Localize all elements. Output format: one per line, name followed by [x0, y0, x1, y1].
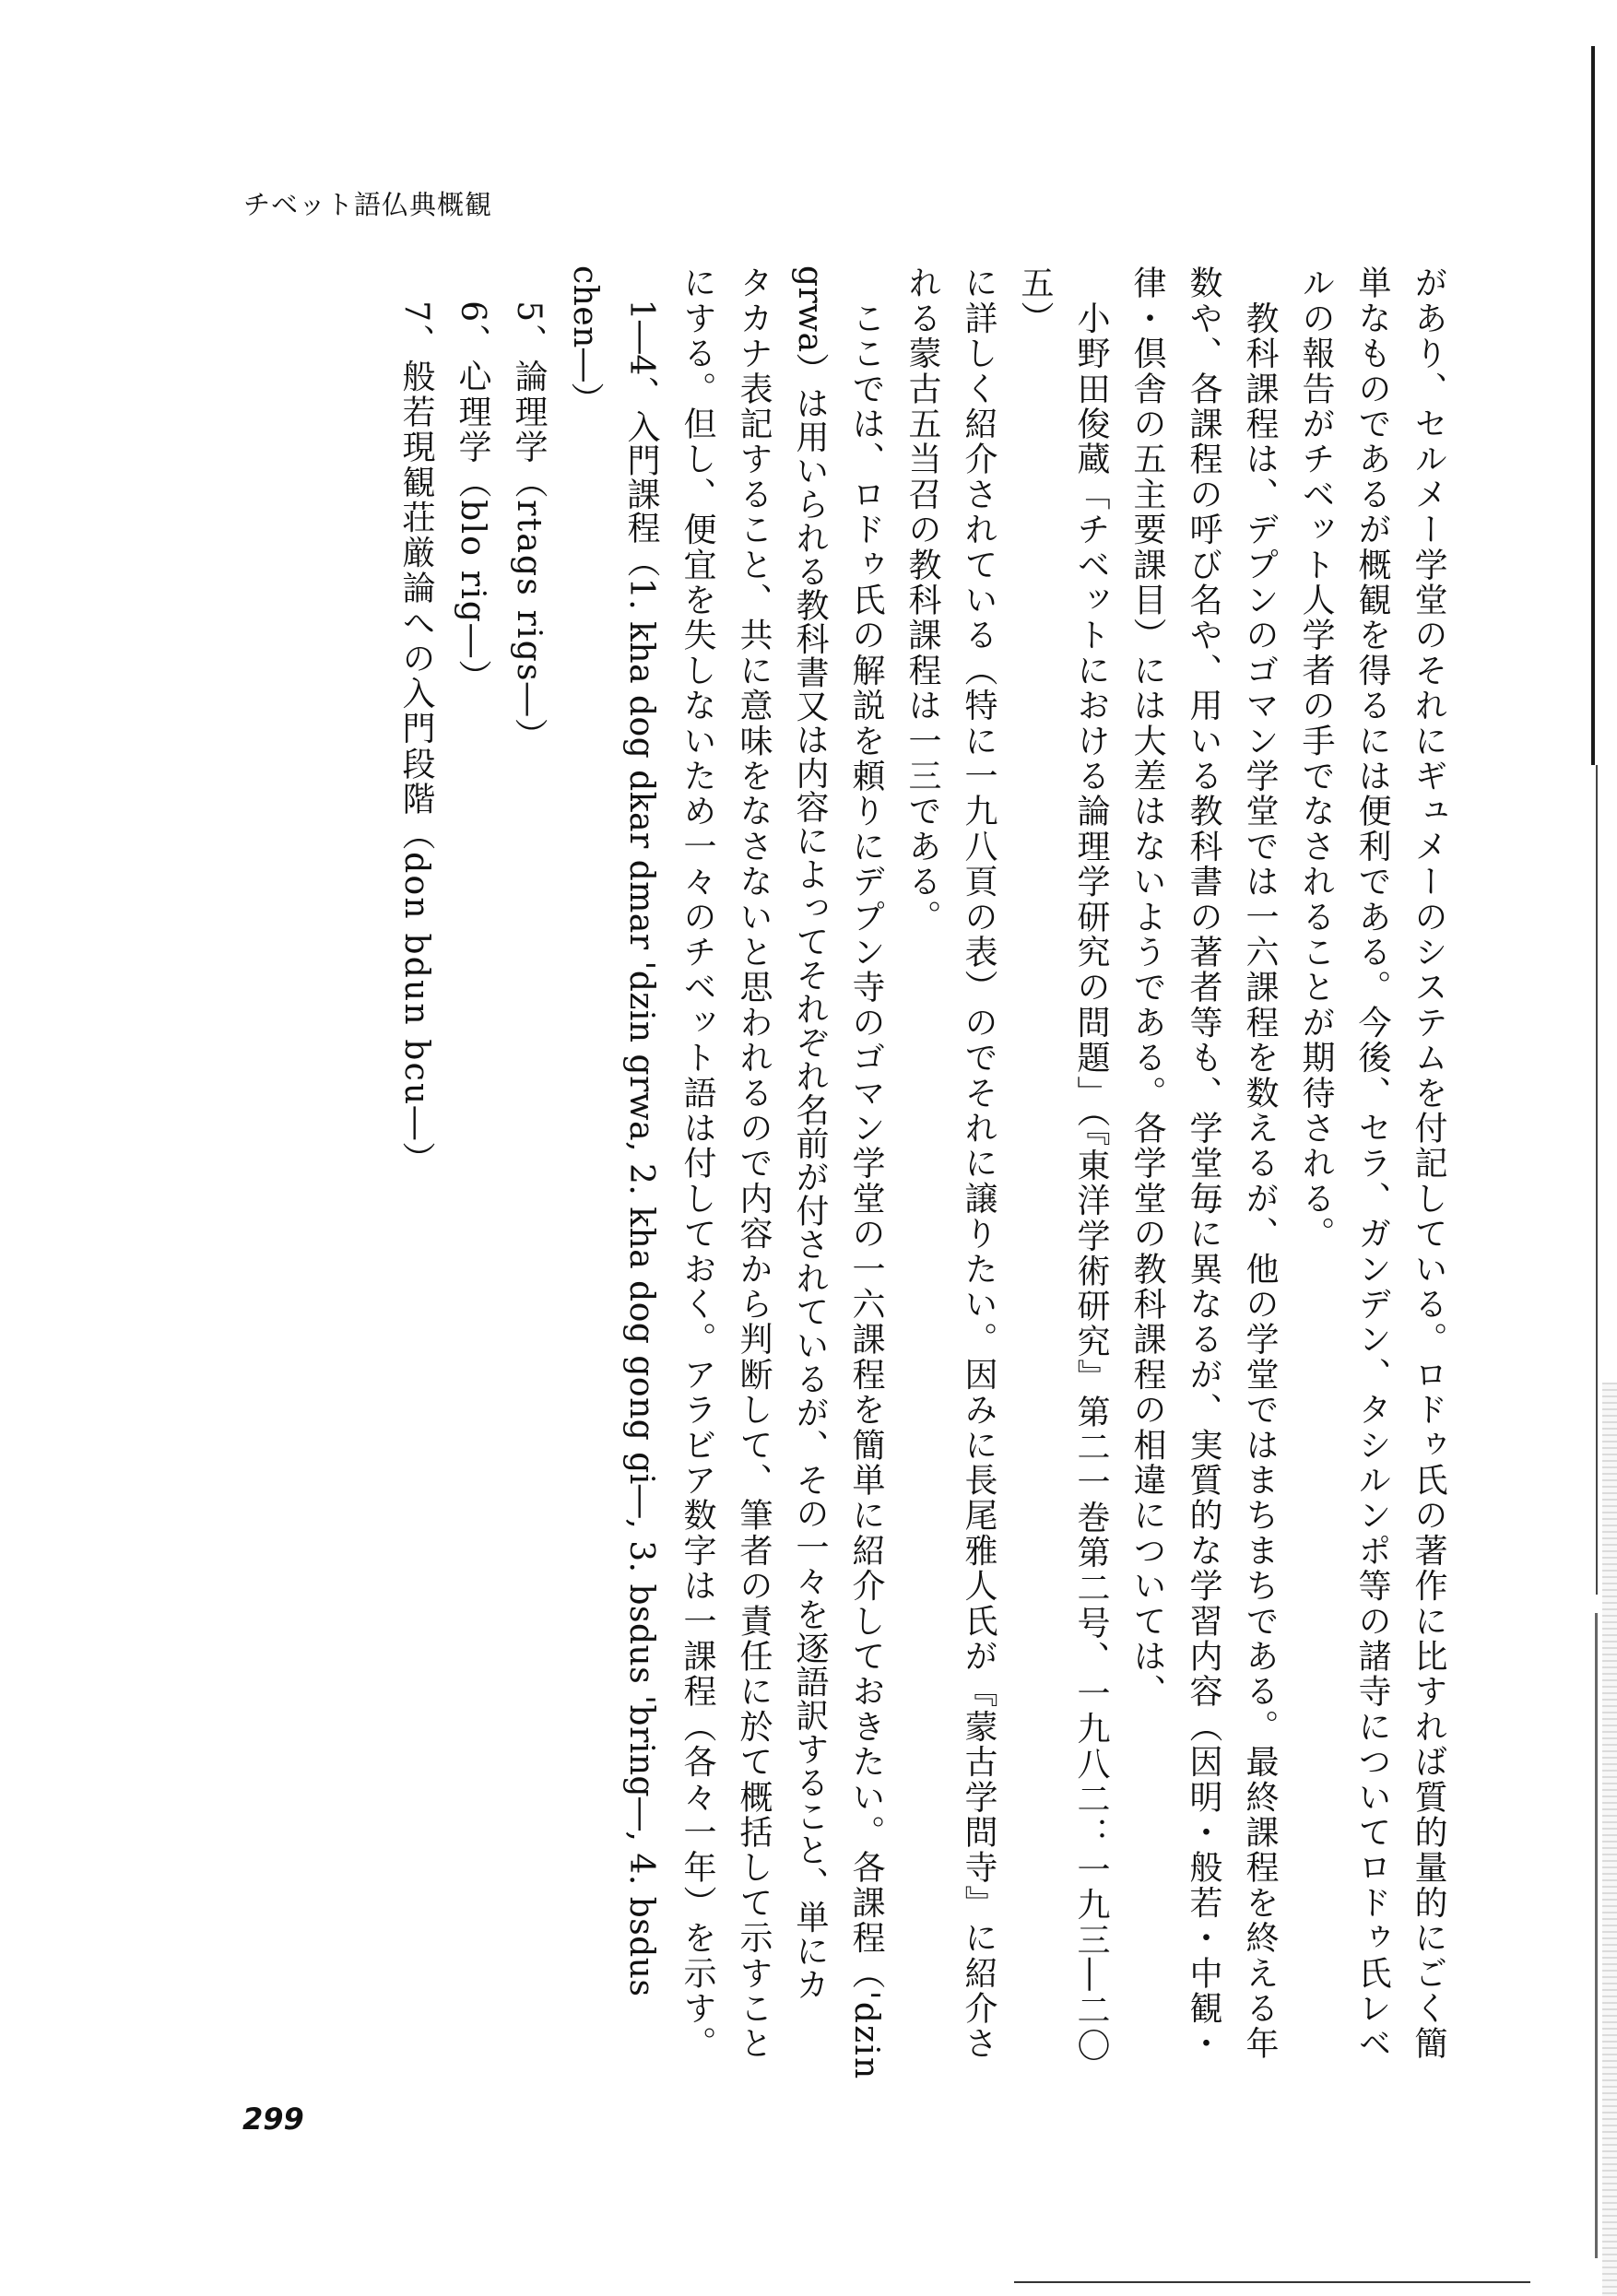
text-column: 小野田俊蔵「チベットにおける論理学研究の問題」（『東洋学術研究』第二一巻第二号、一九八二：一九三―二〇 — [1072, 265, 1110, 2064]
scan-edge-noise — [1602, 1383, 1617, 2296]
text-column: にする。但し、便宜を失しないため一々のチベット語は付しておく。アラビア数字は一課程（各々一年）を示す。 — [679, 265, 716, 2062]
text-column: 教科課程は、デプンのゴマン学堂では一六課程を数えるが、他の学堂ではまちまちである。最終課程を終える年 — [1241, 265, 1279, 2062]
text-column: 5、論理学（rtags rigs―） — [510, 265, 548, 754]
text-column: ここでは、ロドゥ氏の解説を頼りにデプン寺のゴマン学堂の一六課程を簡単に紹介しておきたい。各課程（'dzin — [847, 265, 885, 2081]
running-header: チベット語仏典概観 — [243, 189, 493, 220]
text-column: 単なものであるが概観を得るには便利である。今後、セラ、ガンデン、タシルンポ等の諸寺についてロドゥ氏レベ — [1353, 265, 1391, 2062]
binding-edge-line — [1596, 765, 1598, 1595]
text-column: に詳しく紹介されている（特に一九八頁の表）のでそれに譲りたい。因みに長尾雅人氏が『蒙古学問寺』に紹介さ — [960, 265, 997, 2062]
text-column: 6、心理学（blo rig―） — [454, 265, 491, 695]
text-column: grwa）は用いられる教科書又は内容によってそれぞれ名前が付されているが、その一々を逐語訳すること、単にカ — [791, 265, 829, 2002]
text-column: タカナ表記すること、共に意味をなさないと思われるので内容から判断して、筆者の責任に於て概括して示すこと — [735, 265, 773, 2062]
binding-edge-line — [1595, 1613, 1598, 2258]
text-column: 律・倶舎の五主要課目）には大差はないようである。各学堂の教科課程の相違については、 — [1128, 265, 1166, 1710]
scan-bottom-rule — [1014, 2281, 1530, 2283]
text-column: chen―） — [566, 265, 604, 416]
text-column: 五） — [1016, 265, 1054, 336]
text-column: 数や、各課程の呼び名や、用いる教科書の著者等も、学堂毎に異なるが、実質的な学習内容（因明・般若・中観・ — [1185, 265, 1222, 2062]
text-column: れる蒙古五当召の教科課程は一三である。 — [903, 265, 941, 935]
text-column: 7、般若現観荘厳論への入門段階（don bdun bcu―） — [397, 265, 435, 1177]
text-column: ルの報告がチベット人学者の手でなされることが期待される。 — [1297, 265, 1335, 1252]
page-number: 299 — [242, 2102, 304, 2137]
binding-edge-line — [1591, 46, 1595, 765]
vertical-body-text — [207, 265, 1457, 2137]
text-column: 1―4、入門課程（1. kha dog dkar dmar 'dzin grwa, 2. kha dog gong gi―, 3. bsdus 'bring―, 4. bsdus — [622, 265, 660, 1997]
text-column: があり、セルメー学堂のそれにギュメーのシステムを付記している。ロドゥ氏の著作に比すれば質的量的にごく簡 — [1410, 265, 1447, 2062]
